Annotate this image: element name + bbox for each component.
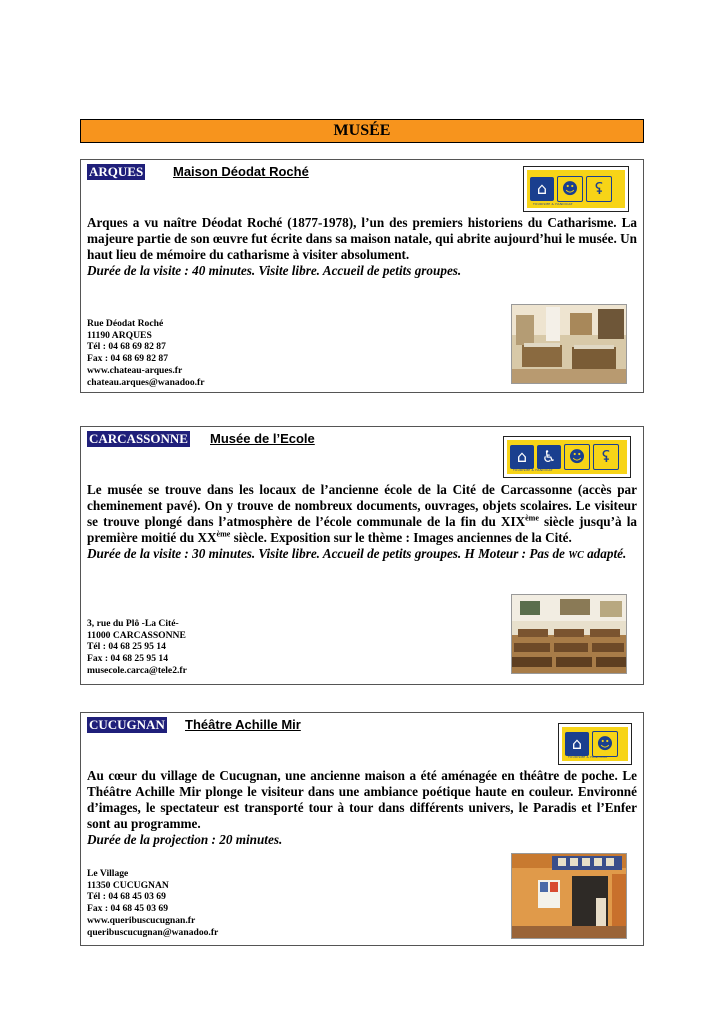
- venue-name: Musée de l’Ecole: [210, 431, 315, 446]
- visit-duration: Durée de la projection : 20 minutes.: [87, 832, 283, 847]
- wheelchair-icon: ♿: [537, 445, 561, 469]
- visit-duration: Durée de la visite : 30 minutes. Visite libre. Accueil de petits groupes. H Moteur : Pas de WC adapté.: [87, 546, 627, 561]
- website-link[interactable]: www.queribuscucugnan.fr: [87, 914, 196, 926]
- venue-name: Théâtre Achille Mir: [185, 717, 301, 732]
- museum-photo: [511, 304, 627, 384]
- mask-icon: ☻: [564, 444, 590, 470]
- house-icon: ⌂: [530, 177, 554, 201]
- address-block: Rue Déodat Roché 11190 ARQUES Tél : 04 68 69 82 87 Fax : 04 68 69 82 87 www.chateau-arques.fr chateau.arques@wanadoo.fr: [87, 318, 205, 388]
- address-block: 3, rue du Plô -La Cité- 11000 CARCASSONNE Tél : 04 68 25 95 14 Fax : 04 68 25 95 14 musecole.carca@tele2.fr: [87, 618, 187, 676]
- tourisme-handicap-badge: ⌂ ♿ ☻ ʢ TOURISME & HANDICAP: [503, 436, 631, 478]
- email-link[interactable]: chateau.arques@wanadoo.fr: [87, 376, 205, 388]
- email-link[interactable]: musecole.carca@tele2.fr: [87, 664, 187, 676]
- ear-icon: ʢ: [593, 444, 619, 470]
- museum-description: Le musée se trouve dans les locaux de l’ancienne école de la Cité de Carcassonne (accès par cheminement pavé). On y trouve de nombreux documents, ouvrages, objets scolaires. Le visiteur se trouve plongé dans l’atmosphère de l’école communale de la fin du XIXème siècle jusqu’à la première moitié du XXème siècle. Exposition sur le thème : Images anciennes de la Cité. Durée de la visite : 30 minutes. Visite libre. Accueil de petits groupes. H Moteur : Pas de WC adapté.: [87, 482, 637, 564]
- museum-card-cucugnan: [80, 712, 644, 946]
- theatre-photo: [511, 853, 627, 939]
- museum-description: Au cœur du village de Cucugnan, une ancienne maison a été aménagée en théâtre de poche. Le Théâtre Achille Mir plonge le visiteur dans une ambiance poétique haute en couleur. Environné d’images, le spectateur est transporté tour à tour dans différents univers, le Paradis et l’Enfer sont au programme. Durée de la projection : 20 minutes.: [87, 768, 637, 847]
- museum-photo: [511, 594, 627, 674]
- tourisme-handicap-badge: ⌂ ☻ ʢ TOURISME & HANDICAP: [523, 166, 629, 212]
- tourisme-handicap-badge: ⌂ ☻ TOURISME & HANDICAP: [558, 723, 632, 765]
- email-link[interactable]: queribuscucugnan@wanadoo.fr: [87, 926, 219, 938]
- city-label: CUCUGNAN: [89, 717, 165, 732]
- mask-icon: ☻: [592, 731, 618, 757]
- museum-card-carcassonne: [80, 426, 644, 685]
- page-title: MUSÉE: [80, 119, 644, 143]
- mask-icon: ☻: [557, 176, 583, 202]
- website-link[interactable]: www.chateau-arques.fr: [87, 364, 183, 376]
- city-label: ARQUES: [89, 164, 144, 179]
- house-icon: ⌂: [510, 445, 534, 469]
- museum-card-arques: [80, 159, 644, 393]
- museum-description: Arques a vu naître Déodat Roché (1877-1978), l’un des premiers historiens du Catharisme. La majeure partie de son œuvre fut écrite dans sa maison natale, qui abrite aujourd’hui le musée. Un haut lieu de mémoire du catharisme à visiter absolument. Durée de la visite : 40 minutes. Visite libre. Accueil de petits groupes.: [87, 215, 637, 278]
- venue-name: Maison Déodat Roché: [173, 164, 309, 179]
- house-icon: ⌂: [565, 732, 589, 756]
- visit-duration: Durée de la visite : 40 minutes. Visite libre. Accueil de petits groupes.: [87, 263, 462, 278]
- ear-icon: ʢ: [586, 176, 612, 202]
- city-label: CARCASSONNE: [89, 431, 188, 446]
- address-block: Le Village 11350 CUCUGNAN Tél : 04 68 45 03 69 Fax : 04 68 45 03 69 www.queribuscucugnan.fr queribuscucugnan@wanadoo.fr: [87, 868, 219, 938]
